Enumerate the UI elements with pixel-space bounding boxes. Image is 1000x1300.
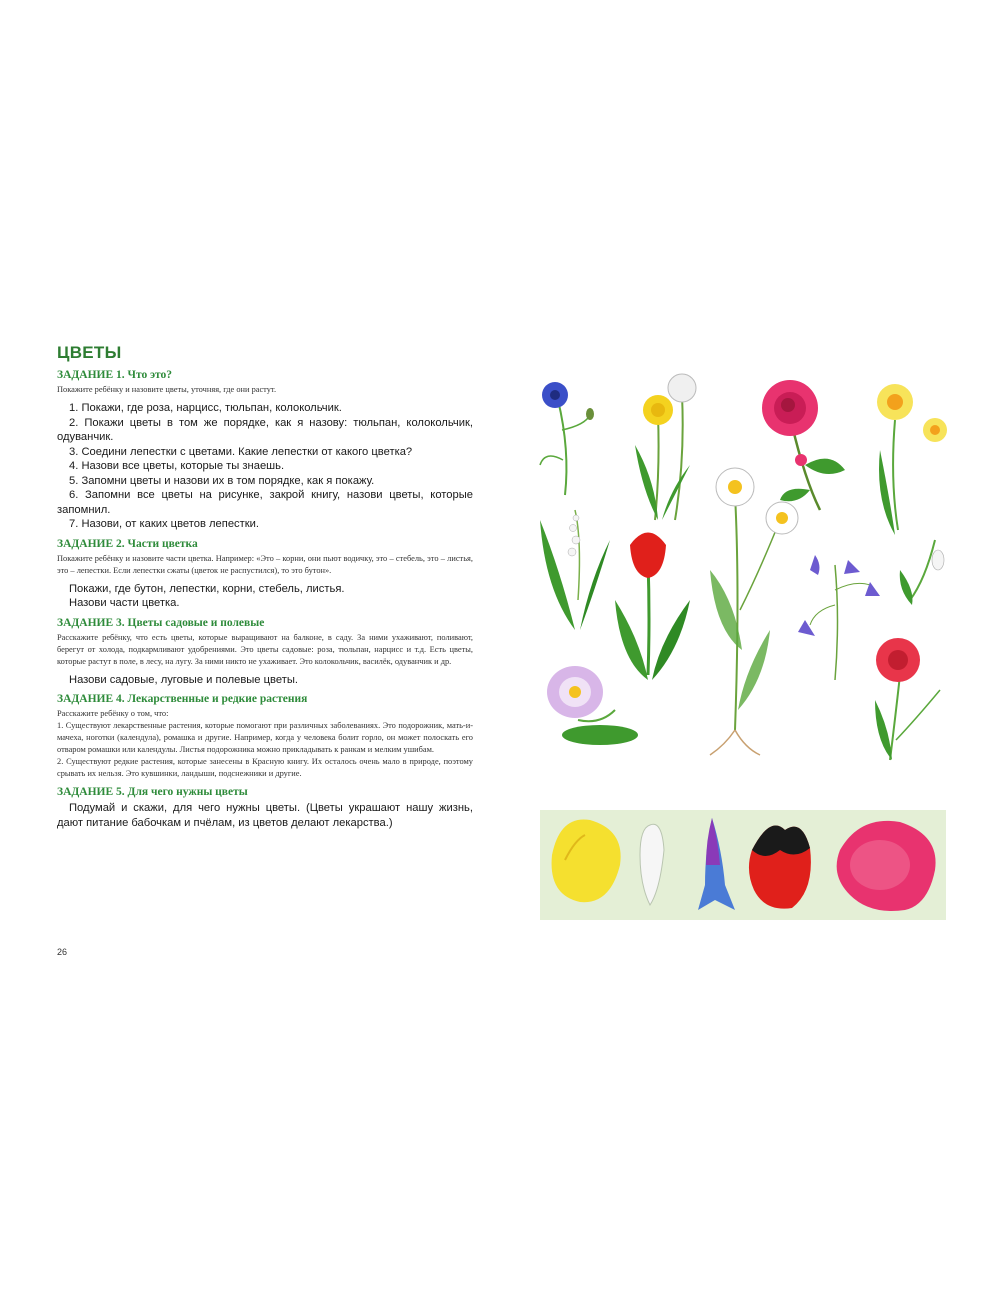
carnation-icon <box>875 638 940 760</box>
chamomile-icon <box>710 468 798 755</box>
task4-note-line: Расскажите ребёнку о том, что: <box>57 709 169 718</box>
task5-heading: ЗАДАНИЕ 5. Для чего нужны цветы <box>57 786 248 798</box>
text-column <box>57 343 473 830</box>
page-title: ЦВЕТЫ <box>57 343 122 362</box>
task2-line: Покажи, где бутон, лепестки, корни, стебель, листья. <box>69 582 345 595</box>
task5-text: Подумай и скажи, для чего нужны цветы. (Цветы украшают нашу жизнь, дают питание бабочкам и пчёлам, из цветов делают лекарства.) <box>57 802 473 829</box>
list-item: 3. Соедини лепестки с цветами. Какие лепестки от какого цветка? <box>69 445 413 458</box>
task3-heading: ЗАДАНИЕ 3. Цветы садовые и полевые <box>57 616 265 629</box>
task1-note: Покажите ребёнку и назовите цветы, уточняя, где они растут. <box>57 385 277 394</box>
list-item: 1. Покажи, где роза, нарцисс, тюльпан, колокольчик. <box>69 402 342 414</box>
water-lily-icon <box>547 666 638 745</box>
dandelion-icon <box>635 374 696 520</box>
task4-note <box>57 708 473 780</box>
task1-list <box>57 401 473 532</box>
yellow-petal-icon <box>552 819 621 902</box>
lily-of-the-valley-icon <box>540 510 610 630</box>
list-item: 4. Назови все цветы, которые ты знаешь. <box>69 460 285 472</box>
task3-note: Расскажите ребёнку, что есть цветы, которые выращивают на балконе, в саду. За ними ухаживают, поливают, берегут от холода, подкармливают удобрениями. Это цветы садовые: роза, тюльпан, нарцисс и т.д. Есть цветы, которые растут в поле, в лесу, на лугу. За ними никто не ухаживает. Это колокольчик, василёк, одуванчик и др. <box>57 632 473 666</box>
tulip-petal-icon <box>749 826 811 909</box>
list-item: 2. Покажи цветы в том же порядке, как я назову: тюльпан, колокольчик, одуванчик. <box>57 416 473 443</box>
task4-note-line: 2. Существуют редкие растения, которые занесены в Красную книгу. Их осталось очень мало в природе, поэтому срывать их нельзя. Это кувшинки, ландыши, подснежники и другие. <box>57 757 473 778</box>
list-item: 7. Назови, от каких цветов лепестки. <box>69 518 260 530</box>
task2-line: Назови части цветка. <box>69 597 180 609</box>
list-item: 5. Запомни цветы и назови их в том порядке, как я покажу. <box>69 474 375 487</box>
page-number: 26 <box>57 947 68 957</box>
task3-line: Назови садовые, луговые и полевые цветы. <box>69 673 298 686</box>
petals-panel <box>540 810 946 920</box>
cornflower-icon <box>540 382 594 495</box>
task1-heading: ЗАДАНИЕ 1. Что это? <box>57 369 173 381</box>
task4-heading: ЗАДАНИЕ 4. Лекарственные и редкие растения <box>57 693 308 705</box>
tulip-icon <box>615 533 690 681</box>
task4-note-line: 1. Существуют лекарственные растения, которые помогают при различных заболеваниях. Это подорожник, мать-и-мачеха, ноготки (календула), ромашка и другие. Например, когда у человека болит горло, он может полоскать его отваром ромашки или календулы. Листья подорожника можно прикладывать к ранкам и мелким ушибам. <box>57 721 473 754</box>
task2-note: Покажите ребёнку и назовите части цветка. Например: «Это – корни, они пьют водичку, это – стебель, это – листья, это – лепестки. Если лепестки сжаты (цветок не распустился), то это бутон». <box>57 553 473 575</box>
list-item: 6. Запомни все цветы на рисунке, закрой книгу, назови цветы, которые запомнил. <box>57 489 473 516</box>
bluebell-icon <box>798 555 880 680</box>
task2-heading: ЗАДАНИЕ 2. Части цветка <box>57 537 198 550</box>
white-petal-icon <box>640 824 664 905</box>
daffodil-icon <box>877 384 947 535</box>
pink-petal-icon <box>837 821 936 911</box>
flowers-illustration <box>530 370 950 770</box>
snowdrop-icon <box>900 540 944 605</box>
rose-icon <box>762 380 845 510</box>
blue-petal-icon <box>698 818 735 910</box>
